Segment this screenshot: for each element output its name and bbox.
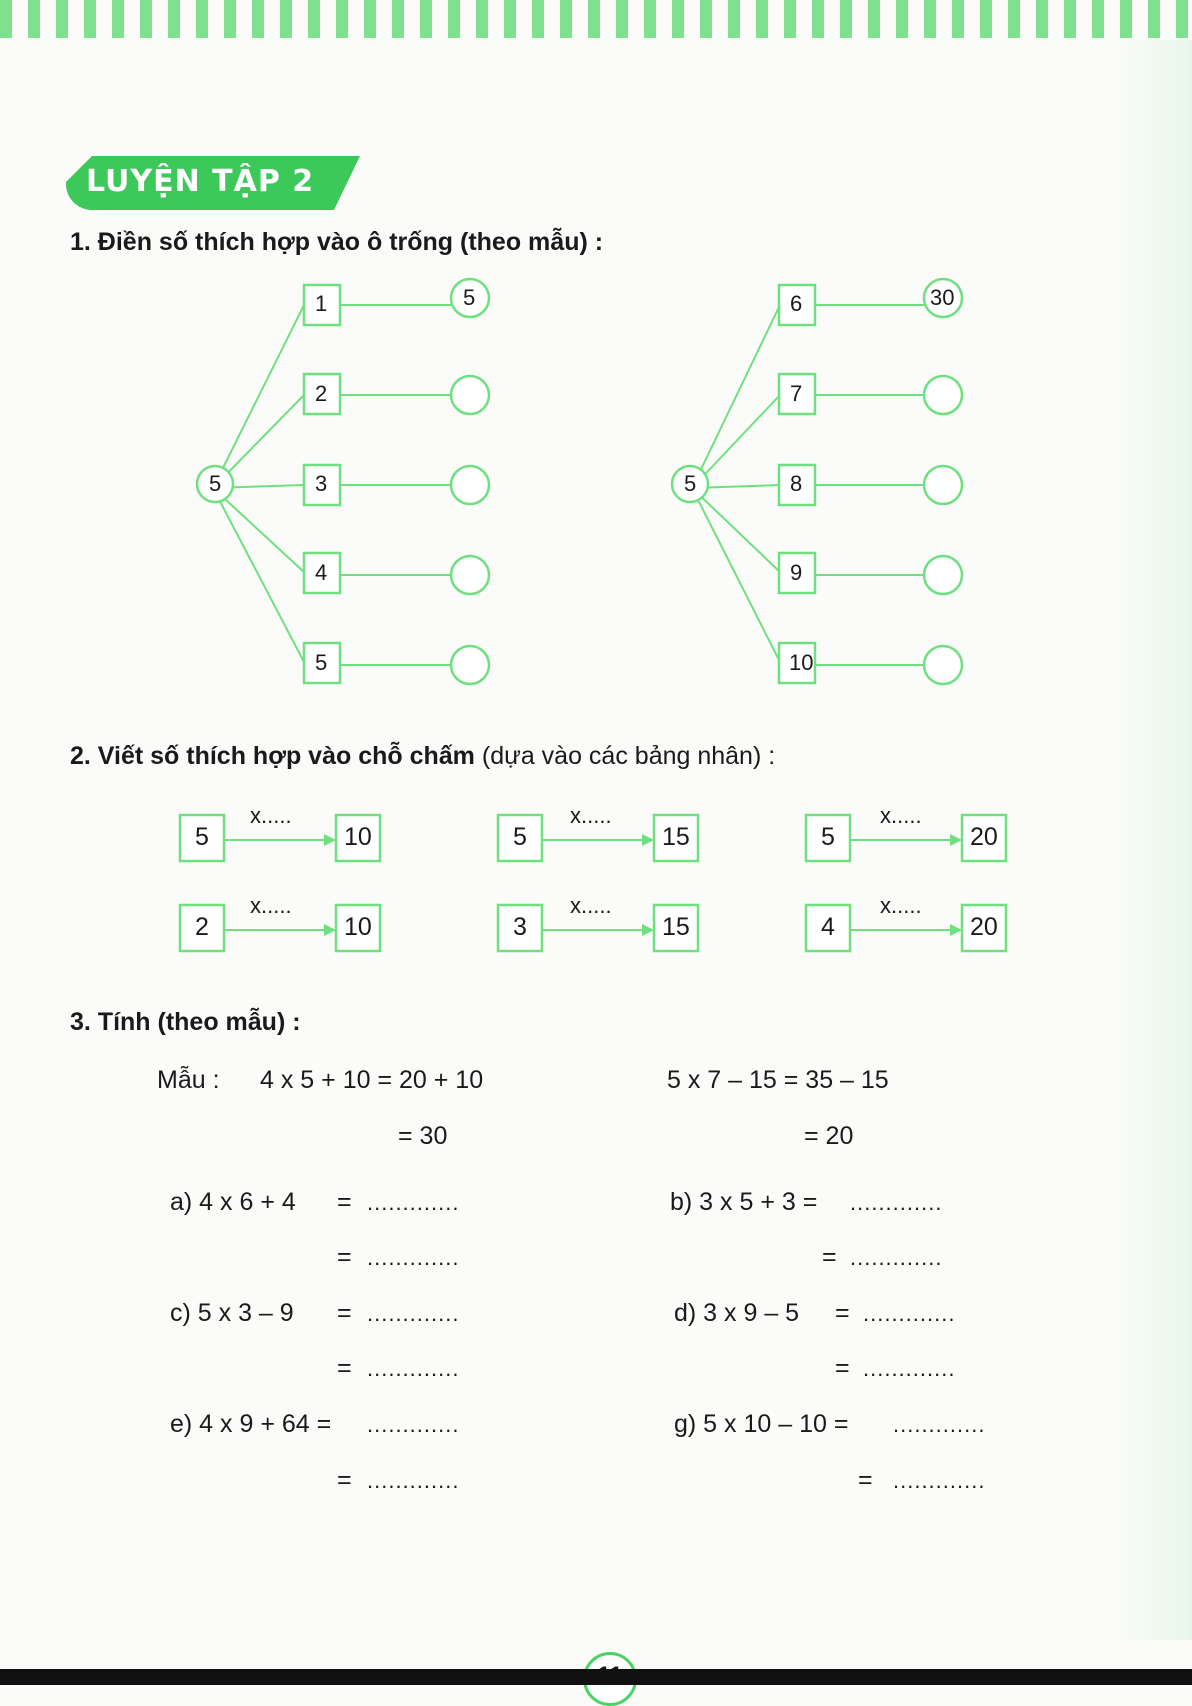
left-branch-4	[213, 488, 304, 572]
left-result-circle-3	[451, 466, 489, 504]
q2-heading	[70, 742, 775, 771]
q2-from-value-4: 2	[195, 913, 209, 941]
q3-heading: 3. Tính (theo mẫu) :	[70, 1008, 301, 1036]
left-box-value-3: 3	[315, 471, 328, 496]
left-result-circle-4	[451, 556, 489, 594]
exercise-a-blank-2[interactable]: .............	[367, 1245, 460, 1270]
right-box-value-2: 7	[790, 381, 803, 406]
right-result-circle-4	[924, 556, 962, 594]
left-box-value-2: 2	[315, 381, 328, 406]
right-branch-4	[692, 488, 780, 572]
exercise-a-blank-1[interactable]: .............	[367, 1190, 460, 1215]
left-result-value-1: 5	[463, 285, 476, 310]
exercise-d-blank-1[interactable]: .............	[863, 1301, 956, 1326]
left-branch-1	[213, 305, 304, 488]
right-box-value-4: 9	[790, 560, 803, 585]
exercise-b-blank-2[interactable]: .............	[850, 1245, 943, 1270]
q2-op-3: x.....	[880, 803, 922, 828]
right-box-value-1: 6	[790, 291, 803, 316]
q2-to-value-2: 15	[662, 823, 690, 851]
exercise-b-blank-1[interactable]: .............	[850, 1190, 943, 1215]
right-result-circle-3	[924, 466, 962, 504]
exercise-c-blank-1[interactable]: .............	[367, 1301, 460, 1326]
q2-from-value-2: 5	[513, 823, 527, 851]
right-result-circle-5	[924, 646, 962, 684]
sample2-line1: 5 x 7 – 15 = 35 – 15	[667, 1066, 889, 1094]
q2-arrowhead-2	[642, 834, 654, 846]
exercise-e-blank-2[interactable]: .............	[367, 1468, 460, 1493]
sample2-line2: = 20	[804, 1122, 854, 1150]
right-root-value: 5	[684, 471, 697, 496]
left-box-value-1: 1	[315, 291, 328, 316]
q2-from-value-3: 5	[821, 823, 835, 851]
left-root-value: 5	[209, 471, 222, 496]
q2-to-value-5: 15	[662, 913, 690, 941]
exercise-g-blank-1[interactable]: .............	[893, 1412, 986, 1437]
q2-to-value-3: 20	[970, 823, 998, 851]
q2-heading-bold: 2. Viết số thích hợp vào chỗ chấm	[70, 742, 475, 770]
bottom-edge	[0, 1669, 1192, 1685]
exercise-e-blank-1[interactable]: .............	[367, 1412, 460, 1437]
left-result-circle-5	[451, 646, 489, 684]
sample-label: Mẫu :	[157, 1066, 220, 1094]
q2-op-2: x.....	[570, 803, 612, 828]
q2-from-value-6: 4	[821, 913, 835, 941]
exercise-g-blank-2[interactable]: .............	[893, 1468, 986, 1493]
right-branch-5	[692, 488, 780, 662]
q2-arrowhead-5	[642, 924, 654, 936]
q2-op-6: x.....	[880, 893, 922, 918]
exercise-a-expr: a) 4 x 6 + 4	[170, 1188, 296, 1216]
right-box-value-5: 10	[789, 650, 814, 675]
exercise-e-expr: e) 4 x 9 + 64 =	[170, 1410, 332, 1438]
q1-heading: 1. Điền số thích hợp vào ô trống (theo mẫu) :	[70, 228, 604, 256]
q2-to-value-6: 20	[970, 913, 998, 941]
exercise-d-blank-2[interactable]: .............	[863, 1356, 956, 1381]
q2-op-5: x.....	[570, 893, 612, 918]
left-box-value-4: 4	[315, 560, 328, 585]
left-branch-5	[213, 488, 304, 662]
exercise-g-expr: g) 5 x 10 – 10 =	[674, 1410, 849, 1438]
exercise-d-eq: =	[835, 1299, 850, 1327]
q2-to-value-1: 10	[344, 823, 372, 851]
q2-arrowhead-6	[950, 924, 962, 936]
exercise-c-eq: =	[337, 1299, 352, 1327]
q2-heading-normal: (dựa vào các bảng nhân) :	[474, 742, 776, 770]
sample1-line2: = 30	[398, 1122, 448, 1150]
sample1-line1: 4 x 5 + 10 = 20 + 10	[260, 1066, 484, 1094]
exercise-d-eq2: =	[835, 1354, 850, 1382]
section-title: LUYỆN TẬP 2	[86, 164, 315, 199]
exercise-d-expr: d) 3 x 9 – 5	[674, 1299, 800, 1327]
q2-arrowhead-4	[324, 924, 336, 936]
q2-from-value-1: 5	[195, 823, 209, 851]
q2-from-value-5: 3	[513, 913, 527, 941]
exercise-c-expr: c) 5 x 3 – 9	[170, 1299, 294, 1327]
exercise-b-eq2: =	[822, 1243, 837, 1271]
q2-to-value-4: 10	[344, 913, 372, 941]
exercise-b-expr: b) 3 x 5 + 3 =	[670, 1188, 818, 1216]
exercise-e-eq2: =	[337, 1466, 352, 1494]
right-result-circle-2	[924, 376, 962, 414]
left-box-value-5: 5	[315, 650, 328, 675]
exercise-c-eq2: =	[337, 1354, 352, 1382]
exercise-a-eq2: =	[337, 1243, 352, 1271]
left-result-circle-2	[451, 376, 489, 414]
exercise-a-eq: =	[337, 1188, 352, 1216]
q2-arrowhead-1	[324, 834, 336, 846]
right-branch-1	[692, 305, 780, 488]
q2-op-1: x.....	[250, 803, 292, 828]
q2-arrowhead-3	[950, 834, 962, 846]
right-result-value-1: 30	[930, 285, 955, 310]
exercise-g-eq2: =	[858, 1466, 873, 1494]
q2-op-4: x.....	[250, 893, 292, 918]
right-box-value-3: 8	[790, 471, 803, 496]
exercise-c-blank-2[interactable]: .............	[367, 1356, 460, 1381]
